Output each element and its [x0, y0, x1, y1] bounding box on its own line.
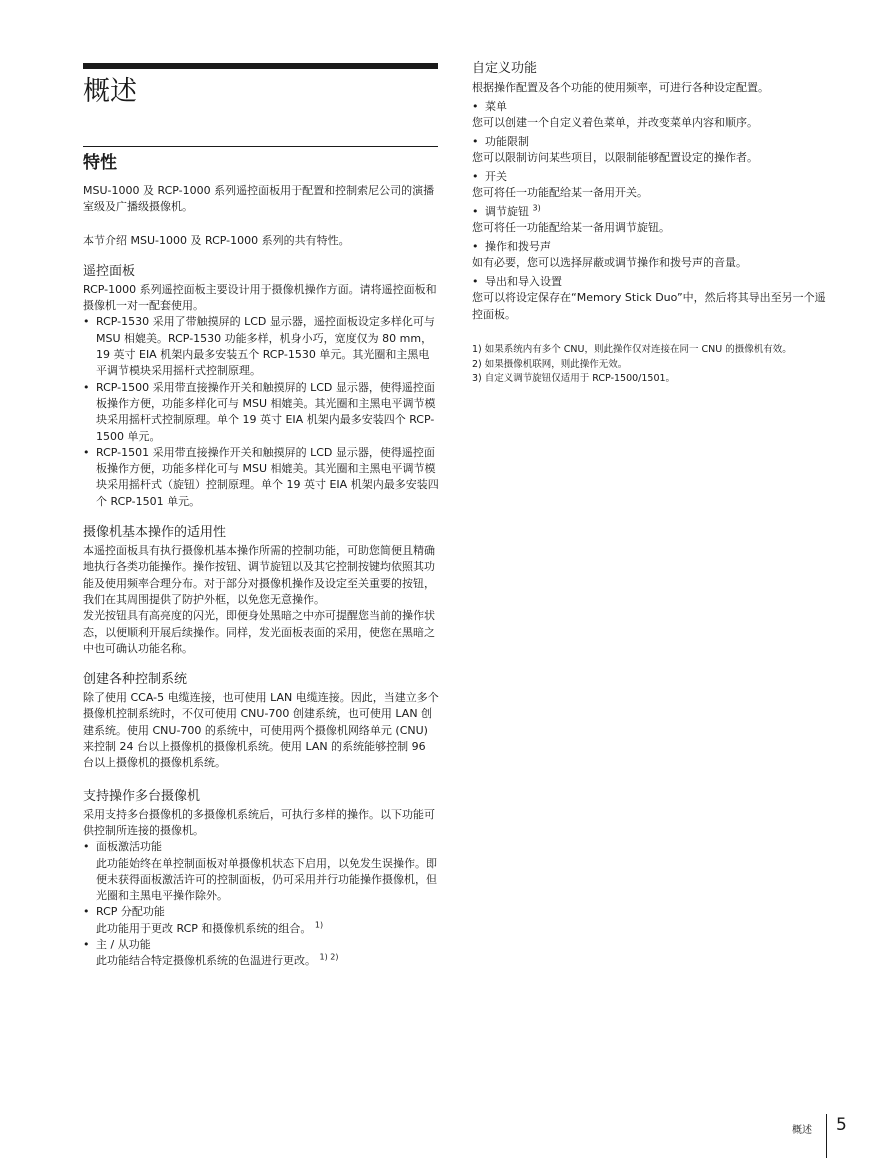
custom-item-title: • 开关: [472, 169, 834, 186]
custom-item-body: 您可将任一功能配给某一备用开关。: [472, 186, 648, 199]
footnotes: [472, 343, 834, 387]
basic-ops-heading: 摄像机基本操作的适用性: [83, 525, 227, 541]
footnote-ref: 3): [532, 202, 541, 212]
intro-paragraph-1: MSU-1000 及 RCP-1000 系列遥控面板用于配置和控制索尼公司的演播室级及广播级摄像机。: [83, 184, 435, 214]
page-number: 5: [836, 1115, 847, 1135]
custom-item-title: • 操作和拨号声: [472, 239, 834, 256]
multi-camera-item: [83, 937, 439, 970]
multi-camera-item-title: • 面板激活功能: [96, 840, 162, 854]
basic-ops-paragraph-1: 本遥控面板具有执行摄像机基本操作所需的控制功能，可助您简便且精确地执行各类功能操作。操作按钮、调节旋钮以及其它控制按键均依照其功能及使用频率合理分布。对于部分对摄像机操作及设定至关重要的按钮，我们在其周围提供了防护外框，以免您无意操作。: [83, 544, 435, 606]
custom-item-title: • 菜单: [472, 99, 834, 116]
section-rule: [83, 146, 438, 147]
footnote: 3) 自定义调节旋钮仅适用于 RCP-1500/1501。: [472, 373, 676, 385]
custom-item-title: • 调节旋钮 $^{3)}$: [472, 204, 834, 221]
title-rule: [83, 63, 438, 69]
multi-camera-item-body: 此功能始终在单控制面板对单摄像机状态下启用，以免发生误操作。即便未获得面板激活许可的控制面板，仍可采用并行功能操作摄像机，但光圈和主黑电平操作除外。: [96, 856, 437, 903]
multi-camera-item: [83, 839, 439, 904]
control-systems-text: 除了使用 CCA-5 电缆连接，也可使用 LAN 电缆连接。因此，当建立多个摄像机控制系统时，不仅可使用 CNU-700 创建系统，也可使用 LAN 创建系统。使用 CNU-700 的系统中，可使用两个摄像机网络单元 (CNU) 来控制 24 台以上摄像机的摄像机系统。使用 LAN 的系统能够控制 96 台以上摄像机的摄像机系统。: [83, 691, 439, 770]
basic-ops-paragraph-2: 发光按钮具有高亮度的闪光，即便身处黑暗之中亦可提醒您当前的操作状态，以便顺利开展后续操作。同样，发光面板表面的采用，使您在黑暗之中也可确认功能名称。: [83, 609, 435, 655]
footnote: 1) 如果系统内有多个 CNU，则此操作仅对连接在同一 CNU 的摄像机有效。: [472, 344, 792, 355]
multi-camera-item-body: 此功能用于更改 RCP 和摄像机系统的组合。 $^{1)}$: [96, 920, 324, 935]
multi-camera-text: 采用支持多台摄像机的多摄像机系统后，可执行多样的操作。以下功能可供控制所连接的摄像机。: [83, 807, 435, 837]
intro-paragraph-2: 本节介绍 MSU-1000 及 RCP-1000 系列的共有特性。: [83, 233, 350, 247]
remote-text: RCP-1000 系列遥控面板主要设计用于摄像机操作方面。请将遥控面板和摄像机一对一配套使用。: [83, 282, 437, 313]
custom-text: 根据操作配置及各个功能的使用频率，可进行各种设定配置。: [472, 81, 769, 94]
custom-item-body: 您可以创建一个自定义着色菜单，并改变菜单内容和顺序。: [472, 116, 758, 129]
page-title: 概述: [83, 76, 137, 107]
remote-bullet: • RCP-1500 采用带直接操作开关和触摸屏的 LCD 显示器，使得遥控面板操作方便，功能多样化可与 MSU 相媲美。其光圈和主黑电平调节模块采用摇杆式控制原理。单个 19 英寸 EIA 机架内最多安装四个 RCP-1500 单元。: [83, 380, 439, 445]
custom-item-body: 您可将任一功能配给某一备用调节旋钮。: [472, 221, 670, 234]
custom-heading: 自定义功能: [472, 61, 538, 76]
remote-bullet: • RCP-1501 采用带直接操作开关和触摸屏的 LCD 显示器，使得遥控面板操作方便，功能多样化可与 MSU 相媲美。其光圈和主黑电平调节模块采用摇杆式（旋钮）控制原理。单个 19 英寸 EIA 机架内最多安装四个 RCP-1501 单元。: [83, 445, 439, 510]
custom-item-body: 如有必要，您可以选择屏蔽或调节操作和拨号声的音量。: [472, 256, 747, 269]
multi-camera-bullets: [83, 839, 439, 969]
custom-item-body: 您可以限制访问某些项目，以限制能够配置设定的操作者。: [472, 151, 758, 164]
footnote-ref: 1): [314, 920, 324, 930]
multi-camera-item: [83, 904, 439, 937]
custom-item-title: • 导出和导入设置: [472, 274, 834, 291]
multi-camera-item-title: • RCP 分配功能: [96, 905, 165, 919]
multi-camera-heading: 支持操作多台摄像机: [83, 788, 201, 804]
remote-bullets: [83, 314, 439, 510]
control-systems-heading: 创建各种控制系统: [83, 672, 188, 688]
remote-heading: 遥控面板: [83, 263, 136, 279]
footnote: 2) 如果摄像机联网，则此操作无效。: [472, 358, 628, 370]
right-column: [472, 60, 834, 387]
multi-camera-item-body: 此功能结合特定摄像机系统的色温进行更改。 $^{1) 2)}$: [96, 952, 339, 968]
remote-bullet: • RCP-1530 采用了带触摸屏的 LCD 显示器，遥控面板设定多样化可与 MSU 相媲美。RCP-1530 功能多样，机身小巧，宽度仅为 80 mm，19 英寸 EIA 机架内最多安装五个 RCP-1530 单元。其光圈和主黑电平调节模块采用摇杆式控制原理。: [83, 314, 439, 379]
footnote-ref: 1) 2): [319, 952, 339, 962]
multi-camera-item-title: • 主 / 从功能: [96, 937, 151, 951]
footer-divider: [826, 1114, 827, 1158]
footer-section-label: 概述: [792, 1125, 812, 1136]
custom-item-title: • 功能限制: [472, 134, 834, 151]
left-column: [83, 183, 439, 970]
custom-item-body: 您可以将设定保存在“Memory Stick Duo”中，然后将其导出至另一个遥控面板。: [472, 291, 826, 321]
section-title: 特性: [83, 153, 117, 173]
